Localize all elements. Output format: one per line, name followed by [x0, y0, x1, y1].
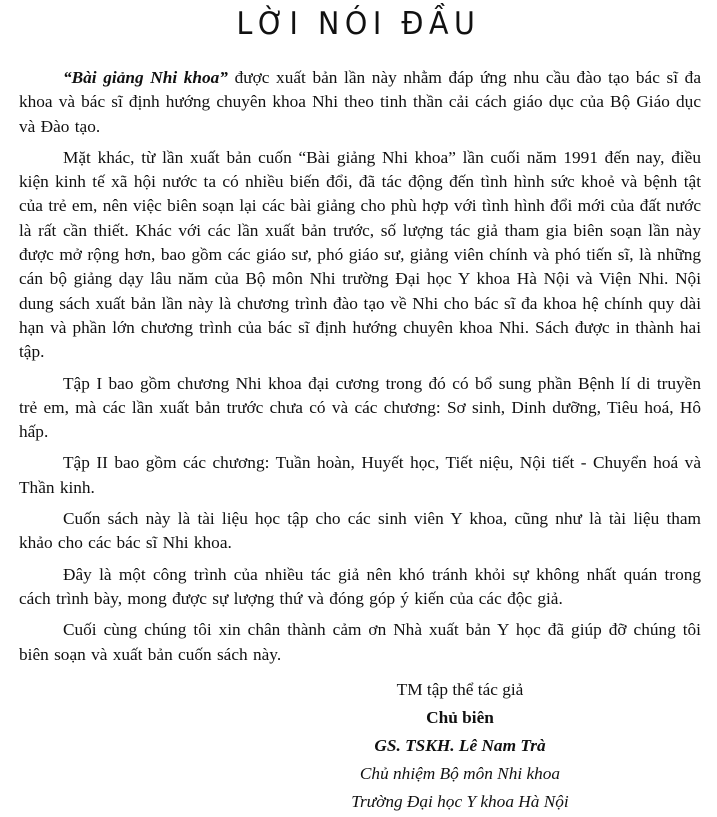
- page-title: LỜI NÓI ĐẦU: [236, 6, 481, 42]
- paragraph-1: [19, 66, 701, 139]
- paragraph-6: Đây là một công trình của nhiều tác giả nên khó tránh khỏi sự không nhất quán trong cách trình bày, mong được sự lượng thứ và đóng góp ý kiến của các độc giả.: [19, 564, 701, 608]
- signature-role: Chủ biên: [426, 708, 494, 727]
- preface-body: [19, 66, 701, 674]
- signature-block: [300, 676, 620, 816]
- signature-name: GS. TSKH. Lê Nam Trà: [374, 736, 546, 755]
- paragraph-1-text: được xuất bản lần này nhằm đáp ứng nhu cầu đào tạo bác sĩ đa khoa và bác sĩ định hướng chuyên khoa Nhi theo tinh thần cải cách giáo dục của Bộ Giáo dục và Đào tạo.: [19, 68, 701, 136]
- signature-position: Chủ nhiệm Bộ môn Nhi khoa: [359, 764, 561, 783]
- paragraph-7: Cuối cùng chúng tôi xin chân thành cảm ơn Nhà xuất bản Y học đã giúp đỡ chúng tôi biên soạn và xuất bản cuốn sách này.: [19, 620, 701, 664]
- signature-institution: Trường Đại học Y khoa Hà Nội: [351, 792, 569, 811]
- paragraph-4: Tập II bao gồm các chương: Tuần hoàn, Huyết học, Tiết niệu, Nội tiết - Chuyển hoá và Thần kinh.: [19, 453, 701, 497]
- paragraph-5: Cuốn sách này là tài liệu học tập cho các sinh viên Y khoa, cũng như là tài liệu tham khảo cho các bác sĩ Nhi khoa.: [19, 509, 701, 553]
- signature-on-behalf: TM tập thể tác giả: [396, 680, 524, 699]
- book-title-emphasis: “Bài giảng Nhi khoa”: [63, 68, 228, 87]
- paragraph-3: Tập I bao gồm chương Nhi khoa đại cương trong đó có bổ sung phần Bệnh lí di truyền trẻ em, mà các lần xuất bản trước chưa có và các chương: Sơ sinh, Dinh dưỡng, Tiêu hoá, Hô hấp.: [19, 373, 701, 442]
- paragraph-2: Mặt khác, từ lần xuất bản cuốn “Bài giảng Nhi khoa” lần cuối năm 1991 đến nay, điều kiện kinh tế xã hội nước ta có nhiều biến đổi, đã tác động đến tình hình sức khoẻ và bệnh tật của trẻ em, nên việc biên soạn lại các bài giảng cho phù hợp với tình hình đổi mới của đất nước là rất cần thiết. Khác với các lần xuất bản trước, số lượng tác giả tham gia biên soạn lần này được mở rộng hơn, bao gồm các giáo sư, phó giáo sư, giảng viên chính và phó tiến sĩ, là những cán bộ giảng dạy lâu năm của Bộ môn Nhi trường Đại học Y khoa Hà Nội và Viện Nhi. Nội dung sách xuất bản lần này là chương trình đào tạo về Nhi cho bác sĩ đa khoa hệ chính quy dài hạn và phần lớn chương trình của bác sĩ định hướng chuyên khoa Nhi. Sách được in thành hai tập.: [19, 147, 701, 362]
